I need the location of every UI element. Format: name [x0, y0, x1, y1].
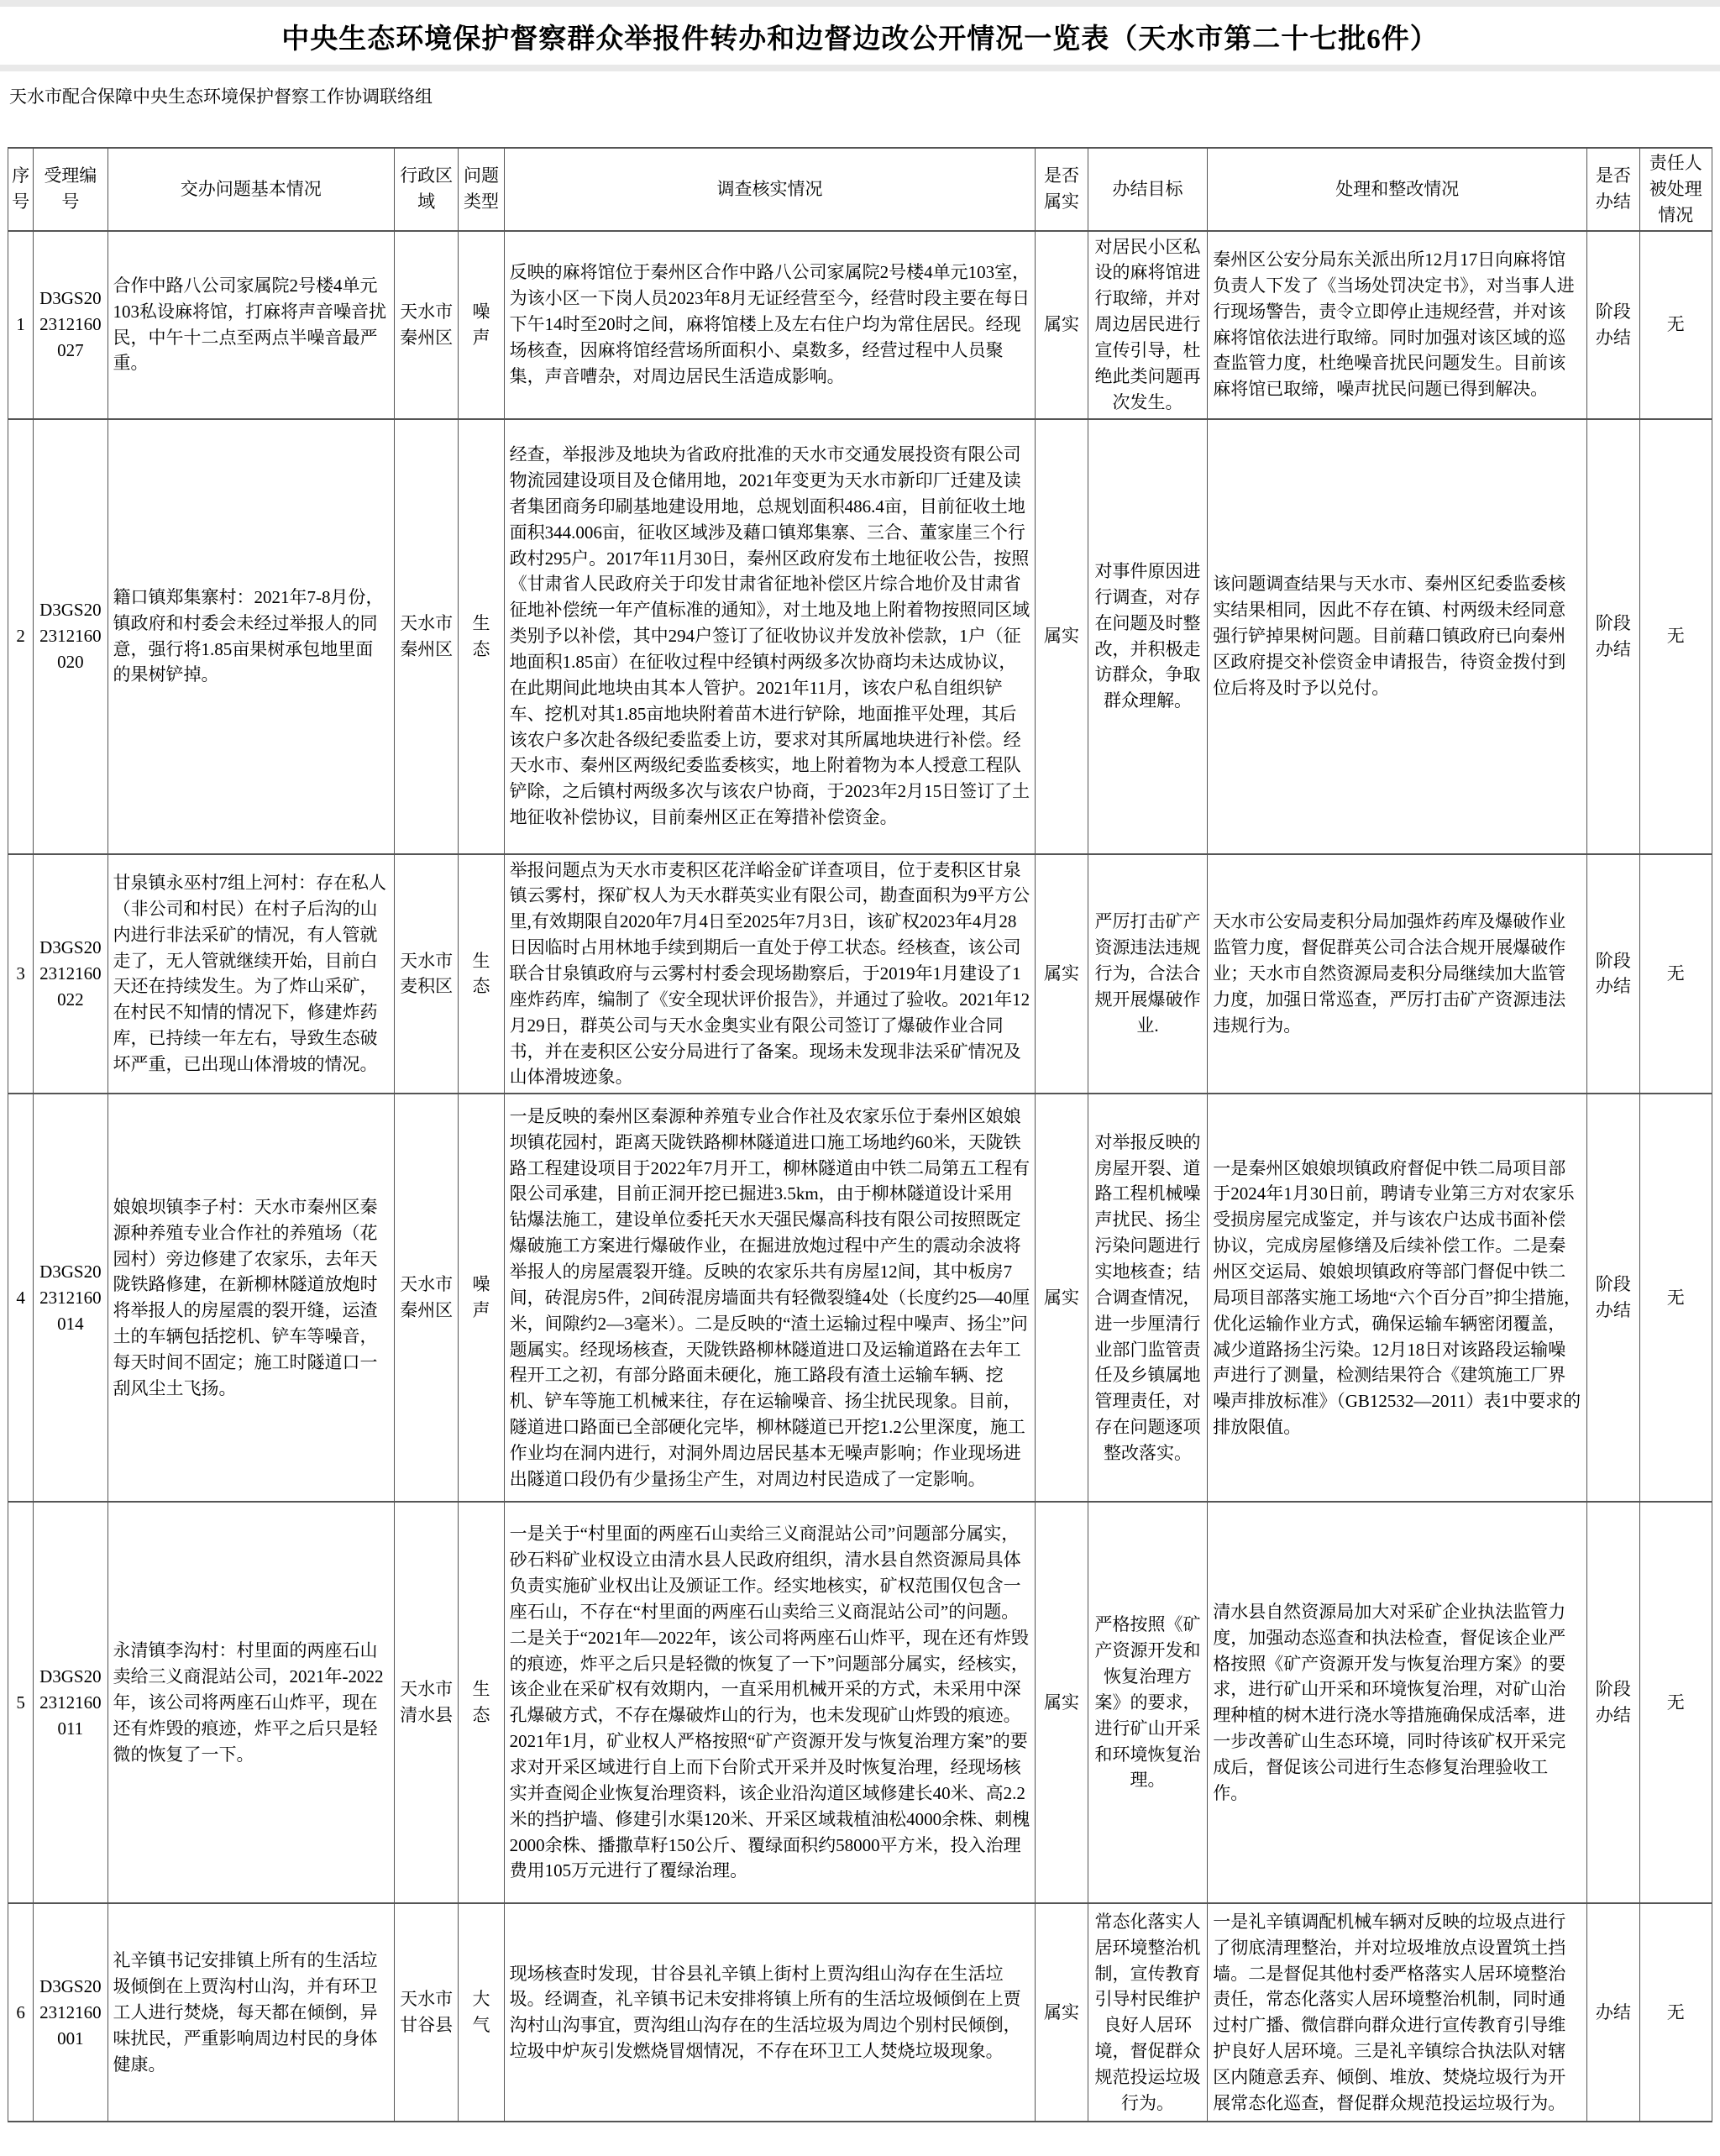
cell-case-id: D3GS202312160022	[34, 854, 108, 1094]
table-row	[8, 1903, 1712, 2122]
report-table-body	[8, 231, 1712, 2122]
col-header-rectification: 处理和整改情况	[1208, 148, 1587, 231]
table-row	[8, 1094, 1712, 1502]
col-header-accountability: 责任人被处理情况	[1639, 148, 1712, 231]
cell-region: 天水市麦积区	[395, 854, 459, 1094]
cell-goal: 严格按照《矿产资源开发和恢复治理方案》的要求，进行矿山开采和环境恢复治理。	[1088, 1502, 1208, 1903]
table-header-row	[8, 148, 1712, 231]
table-row	[8, 1502, 1712, 1903]
cell-accountability: 无	[1639, 1094, 1712, 1502]
cell-problem-description: 永清镇李沟村：村里面的两座石山卖给三义商混站公司，2021年-2022年，该公司将两座石山炸平，现在还有炸毁的痕迹，炸平之后只是轻微的恢复了一下。	[108, 1502, 395, 1903]
table-header	[8, 148, 1712, 231]
col-header-case-id: 受理编号	[34, 148, 108, 231]
cell-accountability: 无	[1639, 1502, 1712, 1903]
cell-problem-description: 甘泉镇永巫村7组上河村：存在私人（非公司和村民）在村子后沟的山内进行非法采矿的情况，有人管就走了，无人管就继续开始，目前白天还在持续发生。为了炸山采矿，在村民不知情的情况下，修建炸药库，已持续一年左右，导致生态破坏严重，已出现山体滑坡的情况。	[108, 854, 395, 1094]
cell-investigation: 一是关于“村里面的两座石山卖给三义商混站公司”问题部分属实，砂石料矿业权设立由清水县人民政府组织，清水县自然资源局具体负责实施矿业权出让及颁证工作。经实地核实，矿权范围仅包含一座石山，不存在“村里面的两座石山卖给三义商混站公司”的问题。二是关于“2021年—2022年，该公司将两座石山炸平，现在还有炸毁的痕迹，炸平之后只是轻微的恢复了一下”问题部分属实，经核实，该企业在采矿权有效期内，一直采用机械开采的方式，未采用中深孔爆破方式，不存在爆破炸山的行为，也未发现矿山炸毁的痕迹。2021年1月，矿业权人严格按照“矿产资源开发与恢复治理方案”的要求对开采区域进行自上而下台阶式开采并及时恢复治理，经现场核实并查阅企业恢复治理资料，该企业沿沟道区域修建长40米、高2.2米的挡护墙、修建引水渠120米、开采区域栽植油松4000余株、刺槐2000余株、播撒草籽150公斤、覆绿面积约58000平方米，投入治理费用105万元进行了覆绿治理。	[504, 1502, 1036, 1903]
cell-status: 阶段办结	[1587, 1502, 1639, 1903]
cell-rectification: 清水县自然资源局加大对采矿企业执法监管力度，加强动态巡查和执法检查，督促该企业严格按照《矿产资源开发与恢复治理方案》的要求，进行矿山开采和环境恢复治理，对矿山治理种植的树木进行浇水等措施确保成活率，进一步改善矿山生态环境，同时待该矿权开采完成后，督促该公司进行生态修复治理验收工作。	[1208, 1502, 1587, 1903]
cell-verified: 属实	[1036, 1903, 1088, 2122]
complaint-report-table	[8, 147, 1712, 2122]
cell-accountability: 无	[1639, 1903, 1712, 2122]
cell-rectification: 一是秦州区娘娘坝镇政府督促中铁二局项目部于2024年1月30日前，聘请专业第三方对农家乐受损房屋完成鉴定，并与该农户达成书面补偿协议，完成房屋修缮及后续补偿工作。二是秦州区交运局、娘娘坝镇政府等部门督促中铁二局项目部落实施工场地“六个百分百”抑尘措施，优化运输作业方式，确保运输车辆密闭覆盖，减少道路扬尘污染。12月18日对该路段运输噪声进行了测量，检测结果符合《建筑施工厂界噪声排放标准》（GB12532—2011）表1中要求的排放限值。	[1208, 1094, 1587, 1502]
cell-region: 天水市秦州区	[395, 231, 459, 419]
cell-serial-number: 5	[8, 1502, 34, 1903]
cell-case-id: D3GS202312160027	[34, 231, 108, 419]
cell-accountability: 无	[1639, 854, 1712, 1094]
cell-case-id: D3GS202312160001	[34, 1903, 108, 2122]
cell-status: 阶段办结	[1587, 231, 1639, 419]
cell-problem-type: 大气	[459, 1903, 504, 2122]
cell-investigation: 经查，举报涉及地块为省政府批准的天水市交通发展投资有限公司物流园建设项目及仓储用地，2021年变更为天水市新印厂迁建及读者集团商务印刷基地建设用地，总规划面积486.4亩，目前征收土地面积344.006亩，征收区域涉及藉口镇郑集寨、三合、董家崖三个行政村295户。2017年11月30日，秦州区政府发布土地征收公告，按照《甘肃省人民政府关于印发甘肃省征地补偿区片综合地价及甘肃省征地补偿统一年产值标准的通知》，对土地及地上附着物按照同区域类别予以补偿，其中294户签订了征收协议并发放补偿款，1户（征地面积1.85亩）在征收过程中经镇村两级多次协商均未达成协议，在此期间此地块由其本人管护。2021年11月，该农户私自组织铲车、挖机对其1.85亩地块附着苗木进行铲除，地面推平处理，其后该农户多次赴各级纪委监委上访，要求对其所属地块进行补偿。经天水市、秦州区两级纪委监委核实，地上附着物为本人授意工程队铲除，之后镇村两级多次与该农户协商，于2023年2月15日签订了土地征收补偿协议，目前秦州区正在筹措补偿资金。	[504, 419, 1036, 854]
cell-problem-type: 生态	[459, 1502, 504, 1903]
cell-serial-number: 4	[8, 1094, 34, 1502]
cell-problem-description: 合作中路八公司家属院2号楼4单元103私设麻将馆，打麻将声音噪音扰民，中午十二点至两点半噪音最严重。	[108, 231, 395, 419]
cell-accountability: 无	[1639, 231, 1712, 419]
cell-problem-description: 籍口镇郑集寨村：2021年7-8月份，镇政府和村委会未经过举报人的同意，强行将1.85亩果树承包地里面的果树铲掉。	[108, 419, 395, 854]
cell-problem-type: 生态	[459, 854, 504, 1094]
cell-goal: 对举报反映的房屋开裂、道路工程机械噪声扰民、扬尘污染问题进行实地核查；结合调查情况，进一步厘清行业部门监管责任及乡镇属地管理责任，对存在问题逐项整改落实。	[1088, 1094, 1208, 1502]
cell-verified: 属实	[1036, 231, 1088, 419]
cell-problem-type: 噪声	[459, 1094, 504, 1502]
table-row	[8, 854, 1712, 1094]
cell-problem-type: 噪声	[459, 231, 504, 419]
cell-problem-type: 生态	[459, 419, 504, 854]
col-header-investigation: 调查核实情况	[504, 148, 1036, 231]
cell-rectification: 天水市公安局麦积分局加强炸药库及爆破作业监管力度，督促群英公司合法合规开展爆破作业；天水市自然资源局麦积分局继续加大监管力度，加强日常巡查，严厉打击矿产资源违法违规行为。	[1208, 854, 1587, 1094]
cell-goal: 对居民小区私设的麻将馆进行取缔，并对周边居民进行宣传引导，杜绝此类问题再次发生。	[1088, 231, 1208, 419]
cell-status: 办结	[1587, 1903, 1639, 2122]
cell-rectification: 一是礼辛镇调配机械车辆对反映的垃圾点进行了彻底清理整治，并对垃圾堆放点设置筑土挡墙。二是督促其他村委严格落实人居环境整治责任，常态化落实人居环境整治机制，同时通过村广播、微信群向群众进行宣传教育引导维护良好人居环境。三是礼辛镇综合执法队对辖区内随意丢弃、倾倒、堆放、焚烧垃圾行为开展常态化巡查，督促群众规范投运垃圾行为。	[1208, 1903, 1587, 2122]
cell-serial-number: 2	[8, 419, 34, 854]
col-header-serial: 序号	[8, 148, 34, 231]
cell-verified: 属实	[1036, 854, 1088, 1094]
cell-problem-description: 礼辛镇书记安排镇上所有的生活垃圾倾倒在上贾沟村山沟，并有环卫工人进行焚烧，每天都在倾倒，异味扰民，严重影响周边村民的身体健康。	[108, 1903, 395, 2122]
cell-serial-number: 3	[8, 854, 34, 1094]
page-subtitle: 天水市配合保障中央生态环境保护督察工作协调联络组	[9, 87, 433, 107]
cell-status: 阶段办结	[1587, 419, 1639, 854]
cell-region: 天水市甘谷县	[395, 1903, 459, 2122]
cell-region: 天水市秦州区	[395, 1094, 459, 1502]
cell-investigation: 举报问题点为天水市麦积区花洋峪金矿详查项目，位于麦积区甘泉镇云雾村，探矿权人为天水群英实业有限公司，勘查面积为9平方公里,有效期限自2020年7月4日至2025年7月3日，该矿权2023年4月28日因临时占用林地手续到期后一直处于停工状态。经核查，该公司联合甘泉镇政府与云雾村村委会现场勘察后，于2019年1月建设了1座炸药库，编制了《安全现状评价报告》，并通过了验收。2021年12月29日，群英公司与天水金奥实业有限公司签订了爆破作业合同书，并在麦积区公安分局进行了备案。现场未发现非法采矿情况及山体滑坡迹象。	[504, 854, 1036, 1094]
cell-rectification: 该问题调查结果与天水市、秦州区纪委监委核实结果相同，因此不存在镇、村两级未经同意强行铲掉果树问题。目前藉口镇政府已向秦州区政府提交补偿资金申请报告，待资金拨付到位后将及时予以兑付。	[1208, 419, 1587, 854]
cell-region: 天水市清水县	[395, 1502, 459, 1903]
cell-goal: 严厉打击矿产资源违法违规行为，合法合规开展爆破作业.	[1088, 854, 1208, 1094]
col-header-region: 行政区域	[395, 148, 459, 231]
cell-case-id: D3GS202312160014	[34, 1094, 108, 1502]
cell-problem-description: 娘娘坝镇李子村：天水市秦州区秦源种养殖专业合作社的养殖场（花园村）旁边修建了农家乐，去年天陇铁路修建，在新柳林隧道放炮时将举报人的房屋震的裂开缝，运渣土的车辆包括挖机、铲车等噪音，每天时间不固定；施工时隧道口一刮风尘土飞扬。	[108, 1094, 395, 1502]
table-row	[8, 231, 1712, 419]
cell-status: 阶段办结	[1587, 854, 1639, 1094]
cell-investigation: 现场核查时发现，甘谷县礼辛镇上街村上贾沟组山沟存在生活垃圾。经调查，礼辛镇书记未安排将镇上所有的生活垃圾倾倒在上贾沟村山沟事宜，贾沟组山沟存在的生活垃圾为周边个别村民倾倒，垃圾中炉灰引发燃烧冒烟情况，不存在环卫工人焚烧垃圾现象。	[504, 1903, 1036, 2122]
cell-investigation: 反映的麻将馆位于秦州区合作中路八公司家属院2号楼4单元103室，为该小区一下岗人员2023年8月无证经营至今，经营时段主要在每日下午14时至20时之间，麻将馆楼上及左右住户均为常住居民。经现场核查，因麻将馆经营场所面积小、桌数多，经营过程中人员聚集，声音嘈杂，对周边居民生活造成影响。	[504, 231, 1036, 419]
cell-status: 阶段办结	[1587, 1094, 1639, 1502]
page-title: 中央生态环境保护督察群众举报件转办和边督边改公开情况一览表（天水市第二十七批6件）	[281, 24, 1439, 55]
cell-case-id: D3GS202312160011	[34, 1502, 108, 1903]
cell-verified: 属实	[1036, 1094, 1088, 1502]
cell-rectification: 秦州区公安分局东关派出所12月17日向麻将馆负责人下发了《当场处罚决定书》，对当事人进行现场警告，责令立即停止违规经营，并对该麻将馆依法进行取缔。同时加强对该区域的巡查监管力度，杜绝噪音扰民问题发生。目前该麻将馆已取缔，噪声扰民问题已得到解决。	[1208, 231, 1587, 419]
cell-region: 天水市秦州区	[395, 419, 459, 854]
col-header-status: 是否办结	[1587, 148, 1639, 231]
cell-serial-number: 6	[8, 1903, 34, 2122]
cell-goal: 常态化落实人居环境整治机制，宣传教育引导村民维护良好人居环境，督促群众规范投运垃圾行为。	[1088, 1903, 1208, 2122]
col-header-type: 问题类型	[459, 148, 504, 231]
cell-accountability: 无	[1639, 419, 1712, 854]
cell-verified: 属实	[1036, 419, 1088, 854]
col-header-goal: 办结目标	[1088, 148, 1208, 231]
cell-case-id: D3GS202312160020	[34, 419, 108, 854]
col-header-verified: 是否属实	[1036, 148, 1088, 231]
cell-verified: 属实	[1036, 1502, 1088, 1903]
cell-investigation: 一是反映的秦州区秦源种养殖专业合作社及农家乐位于秦州区娘娘坝镇花园村，距离天陇铁路柳林隧道进口施工场地约60米，天陇铁路工程建设项目于2022年7月开工，柳林隧道由中铁二局第五工程有限公司承建，目前正洞开挖已掘进3.5km，由于柳林隧道设计采用钻爆法施工，建设单位委托天水天强民爆高科技有限公司按照既定爆破施工方案进行爆破作业，在掘进放炮过程中产生的震动余波将举报人的房屋震裂开缝。反映的农家乐共有房屋12间，其中板房7间，砖混房5件，2间砖混房墙面共有轻微裂缝4处（长度约25—40厘米，间隙约2—3毫米）。二是反映的“渣土运输过程中噪声、扬尘”问题属实。经现场核查，天陇铁路柳林隧道进口及运输道路在去年工程开工之初，有部分路面未硬化，施工路段有渣土运输车辆、挖机、铲车等施工机械来往，存在运输噪音、扬尘扰民现象。目前，隧道进口路面已全部硬化完毕，柳林隧道已开挖1.2公里深度，施工作业均在洞内进行，对洞外周边居民基本无噪声影响；作业现场进出隧道口段仍有少量扬尘产生，对周边村民造成了一定影响。	[504, 1094, 1036, 1502]
col-header-problem: 交办问题基本情况	[108, 148, 395, 231]
title-band	[0, 7, 1720, 65]
cell-serial-number: 1	[8, 231, 34, 419]
table-row	[8, 419, 1712, 854]
cell-goal: 对事件原因进行调查，对存在问题及时整改，并积极走访群众，争取群众理解。	[1088, 419, 1208, 854]
content-area	[0, 71, 1720, 2156]
